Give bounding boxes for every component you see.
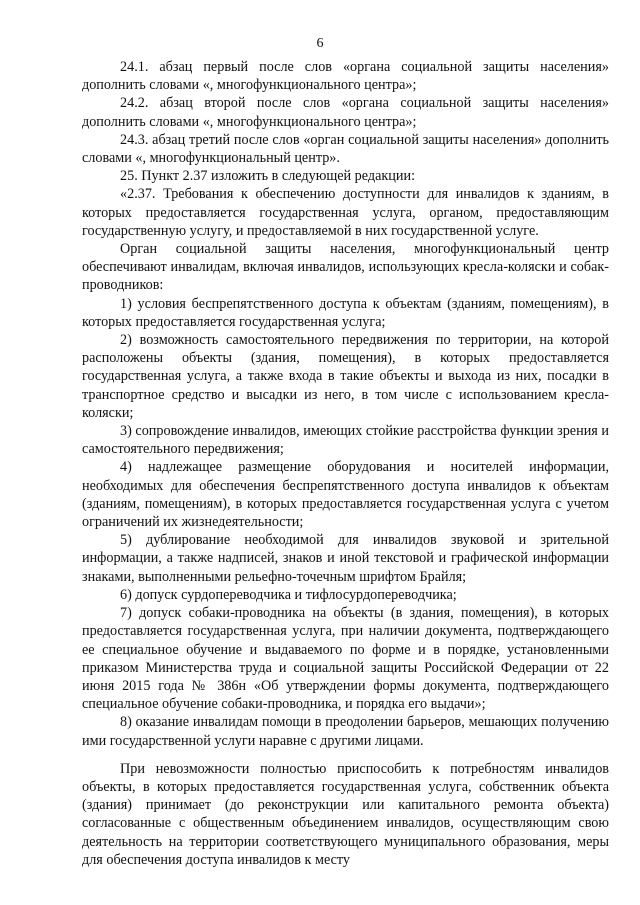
document-body <box>82 58 609 869</box>
list-item-7: 7) допуск собаки-проводника на объекты (в здания, помещения), в которых предоставляется государственная услуга, при наличии документа, подтверждающего ее специальное обучение и выдаваемого по форме и в порядке, установленными приказом Министерства труда и социальной защиты Российской Федерации от 22 июня 2015 года № 386н «Об утверждении формы документа, подтверждающего специальное обучение собаки-проводника, и порядка его выдачи»; <box>82 605 609 713</box>
paragraph-24-1: 24.1. абзац первый после слов «органа социальной защиты населения» дополнить словами «, многофункционального центра»; <box>82 59 609 94</box>
list-item-4: 4) надлежащее размещение оборудования и носителей информации, необходимых для обеспечения беспрепятственного доступа инвалидов к объектам (зданиям, помещениям), в которых предоставляется государственная услуга с учетом ограничений их жизнедеятельности; <box>82 459 609 531</box>
list-item-3: 3) сопровождение инвалидов, имеющих стойкие расстройства функции зрения и самостоятельного передвижения; <box>82 423 609 458</box>
page-number: 6 <box>316 36 324 51</box>
paragraph-24-2: 24.2. абзац второй после слов «органа социальной защиты населения» дополнить словами «, многофункционального центра»; <box>82 95 609 130</box>
list-item-5: 5) дублирование необходимой для инвалидов звуковой и зрительной информации, а также надписей, знаков и иной текстовой и графической информации знаками, выполненными рельефно-точечным шрифтом Брайля; <box>82 532 609 585</box>
paragraph-impossibility: При невозможности полностью приспособить к потребностям инвалидов объекты, в которых предоставляется государственная услуга, собственник объекта (здания) принимает (до реконструкции или капитального ремонта объекта) согласованные с общественным объединением инвалидов, осуществляющим свою деятельность на территории соответствующего муниципального образования, меры для обеспечения доступа инвалидов к месту <box>82 760 609 868</box>
paragraph-25: 25. Пункт 2.37 изложить в следующей редакции: <box>120 168 416 185</box>
list-item-6: 6) допуск сурдопереводчика и тифлосурдопереводчика; <box>120 586 457 603</box>
list-item-2: 2) возможность самостоятельного передвижения по территории, на которой расположены объекты (здания, помещения), в которых предоставляется государственная услуга, а также входа в такие объекты и выхода из них, посадки в транспортное средство и высадки из него, в том числе с использованием кресла-коляски; <box>82 332 609 421</box>
list-item-1: 1) условия беспрепятственного доступа к объектам (зданиям, помещениям), в которых предоставляется государственная услуга; <box>82 295 609 330</box>
paragraph-24-3: 24.3. абзац третий после слов «орган социальной защиты населения» дополнить словами «, многофункциональный центр». <box>82 131 609 167</box>
paragraph-2-37-heading: «2.37. Требования к обеспечению доступности для инвалидов к зданиям, в которых предоставляется государственная услуга, органом, предоставляющим государственную услугу, и предоставляемой в них государственной услуге. <box>82 186 609 239</box>
paragraph-organ-intro: Орган социальной защиты населения, многофункциональный центр обеспечивают инвалидам, включая инвалидов, использующих кресла-коляски и собак-проводников: <box>82 241 609 294</box>
list-item-8: 8) оказание инвалидам помощи в преодолении барьеров, мешающих получению ими государственной услуги наравне с другими лицами. <box>82 714 609 749</box>
paragraph-spacer <box>82 750 609 760</box>
